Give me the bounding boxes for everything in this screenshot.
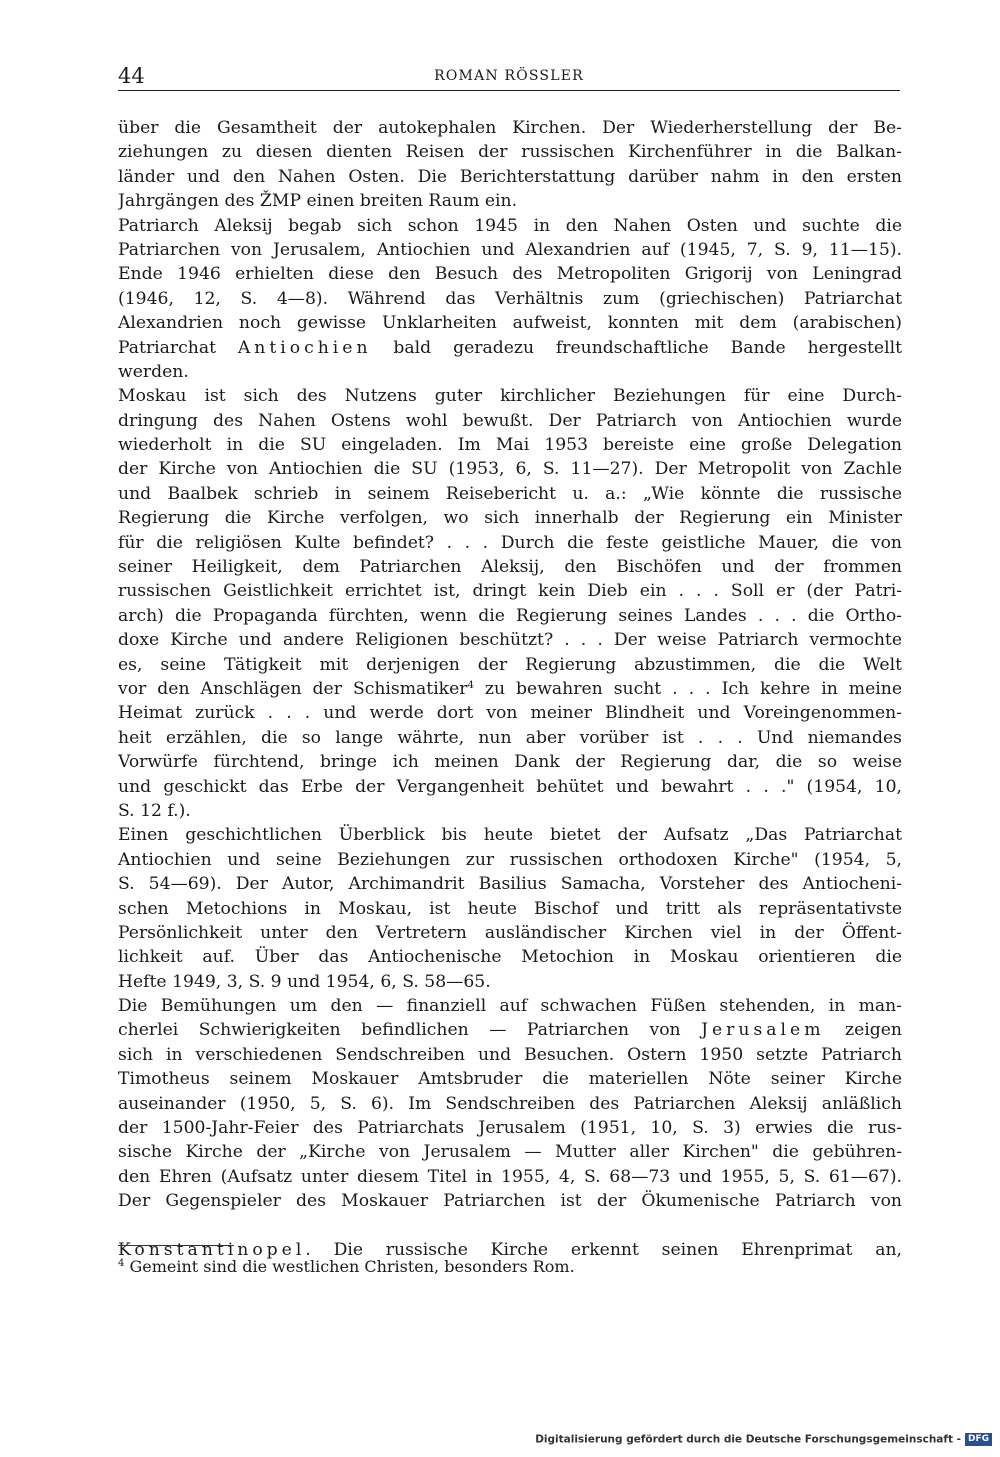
- footnote-rule: [118, 1245, 234, 1246]
- text-line-footnote-ref: [118, 677, 902, 701]
- text-line: russischen Geistlichkeit errichtet ist, dringt kein Dieb ein . . . Soll er (der Patri-: [118, 581, 902, 602]
- line-tail: bald geradezu freundschaftliche Bande hergestellt: [371, 337, 902, 358]
- digitization-note: [535, 1433, 992, 1446]
- text-line: Ende 1946 erhielten diese den Besuch des Metropoliten Grigorij von Leningrad: [118, 264, 902, 285]
- line-start: cherlei Schwierigkeiten befindlichen — Patriarchen von: [118, 1020, 702, 1041]
- spaced-word-konstantinopel: Konstantinopel: [118, 1239, 306, 1260]
- text-line: Regierung die Kirche verfolgen, wo sich innerhalb der Regierung ein Minister: [118, 508, 902, 529]
- text-line: wiederholt in die SU eingeladen. Im Mai 1953 bereiste eine große Delegation: [118, 435, 902, 456]
- text-line: und Baalbek schrieb in seinem Reisebericht u. a.: „Wie könnte die russische: [118, 483, 902, 504]
- page-number: 44: [118, 64, 145, 88]
- text-line-jerusalem: [118, 1018, 902, 1042]
- text-line: den Ehren (Aufsatz unter diesem Titel in 1955, 4, S. 68—73 und 1955, 5, S. 61—67).: [118, 1166, 902, 1187]
- spaced-word-jerusalem: Jerusalem: [701, 1020, 825, 1041]
- text-line: Moskau ist sich des Nutzens guter kirchlicher Beziehungen für eine Durch-: [118, 386, 902, 407]
- text-line: Vorwürfe fürchtend, bringe ich meinen Dank der Regierung dar, die so weise: [118, 752, 902, 773]
- footnote-reference: 4: [467, 679, 474, 691]
- text-line: über die Gesamtheit der autokephalen Kirchen. Der Wiederherstellung der Be-: [118, 118, 902, 138]
- text-line: es, seine Tätigkeit mit derjenigen der Regierung abzustimmen, die die Welt: [118, 654, 902, 675]
- text-line: der Kirche von Antiochien die SU (1953, 6, S. 11—27). Der Metropolit von Zachle: [118, 459, 902, 480]
- text-line: für die religiösen Kulte befindet? . . . Durch die feste geistliche Mauer, die von: [118, 532, 902, 553]
- text-line: ziehungen zu diesen dienten Reisen der russischen Kirchenführer in die Balkan-: [118, 142, 902, 163]
- text-line: Patriarch Aleksij begab sich schon 1945 in den Nahen Osten und suchte die: [118, 215, 902, 236]
- footnote: [118, 1256, 902, 1278]
- text-line: dringung des Nahen Ostens wohl bewußt. Der Patriarch von Antiochien wurde: [118, 410, 902, 431]
- text-line: Persönlichkeit unter den Vertretern ausländischer Kirchen viel in der Öffent-: [118, 922, 902, 943]
- text-line: sich in verschiedenen Sendschreiben und Besuchen. Ostern 1950 setzte Patriarch: [118, 1044, 902, 1065]
- text-line: und geschickt das Erbe der Vergangenheit behütet und bewahrt . . ." (1954, 10,: [118, 776, 902, 797]
- body-text: [118, 116, 902, 1262]
- text-line: Timotheus seinem Moskauer Amtsbruder die materiellen Nöte seiner Kirche: [118, 1069, 902, 1090]
- digitization-text: Digitalisierung gefördert durch die Deutsche Forschungsgemeinschaft -: [535, 1433, 961, 1446]
- running-head: [118, 62, 900, 91]
- text-line: doxe Kirche und andere Religionen beschützt? . . . Der weise Patriarch vermochte: [118, 630, 902, 651]
- text-line: Alexandrien noch gewisse Unklarheiten aufweist, konnten mit dem (arabischen): [118, 313, 902, 334]
- text-line: (1946, 12, S. 4—8). Während das Verhältnis zum (griechischen) Patriarchat: [118, 288, 902, 309]
- text-line-antiochien: [118, 336, 902, 360]
- text-line: lichkeit auf. Über das Antiochenische Metochion in Moskau orientieren die: [118, 947, 902, 968]
- text-line: S. 12 f.).: [118, 800, 191, 821]
- line-tail: zeigen: [824, 1020, 902, 1041]
- text-line: länder und den Nahen Osten. Die Berichterstattung darüber nahm in den ersten: [118, 166, 902, 187]
- text-line: Die Bemühungen um den — finanziell auf schwachen Füßen stehenden, in man-: [118, 996, 902, 1017]
- text-line: Jahrgängen des ŽMP einen breiten Raum ein.: [118, 191, 518, 212]
- line-tail: zu bewahren sucht . . . Ich kehre in meine: [473, 678, 902, 699]
- text-line: arch) die Propaganda fürchten, wenn die Regierung seines Landes . . . die Ortho-: [118, 605, 902, 626]
- text-line: der 1500-Jahr-Feier des Patriarchats Jerusalem (1951, 10, S. 3) erwies die rus-: [118, 1118, 902, 1139]
- text-line: werden.: [118, 361, 189, 382]
- text-line: seiner Heiligkeit, dem Patriarchen Aleksij, den Bischöfen und der frommen: [118, 557, 902, 578]
- spaced-word-antiochien: Antiochien: [237, 337, 372, 358]
- running-title: ROMAN RÖSSLER: [434, 68, 584, 84]
- text-line: Heimat zurück . . . und werde dort von meiner Blindheit und Voreingenommen-: [118, 703, 902, 724]
- line-start: vor den Anschlägen der Schismatiker: [118, 678, 468, 699]
- text-line: Der Gegenspieler des Moskauer Patriarchen ist der Ökumenische Patriarch von: [118, 1191, 902, 1212]
- footnote-text: Gemeint sind die westlichen Christen, besonders Rom.: [124, 1257, 575, 1276]
- text-line: heit erzählen, die so lange währte, nun aber vorüber ist . . . Und niemandes: [118, 727, 902, 748]
- line-tail: . Die russische Kirche erkennt seinen Ehrenprimat an,: [305, 1239, 902, 1260]
- text-line: schen Metochions in Moskau, ist heute Bischof und tritt als repräsentativste: [118, 898, 902, 919]
- line-start: Patriarchat: [118, 337, 238, 358]
- text-line: Einen geschichtlichen Überblick bis heute bietet der Aufsatz „Das Patriarchat: [118, 825, 902, 846]
- text-line: [118, 1214, 902, 1238]
- text-line: sische Kirche der „Kirche von Jerusalem — Mutter aller Kirchen" die gebühren-: [118, 1142, 902, 1163]
- dfg-logo: DFG: [965, 1433, 992, 1446]
- text-line: Hefte 1949, 3, S. 9 und 1954, 6, S. 58—65.: [118, 971, 491, 992]
- text-line: Patriarchen von Jerusalem, Antiochien und Alexandrien auf (1945, 7, S. 9, 11—15).: [118, 239, 902, 260]
- text-line: Antiochien und seine Beziehungen zur russischen orthodoxen Kirche" (1954, 5,: [118, 849, 902, 870]
- text-line: S. 54—69). Der Autor, Archimandrit Basilius Samacha, Vorsteher des Antiocheni-: [118, 874, 902, 895]
- text-line: auseinander (1950, 5, S. 6). Im Sendschreiben des Patriarchen Aleksij anläßlich: [118, 1093, 902, 1114]
- footnote-marker: 4: [118, 1258, 125, 1269]
